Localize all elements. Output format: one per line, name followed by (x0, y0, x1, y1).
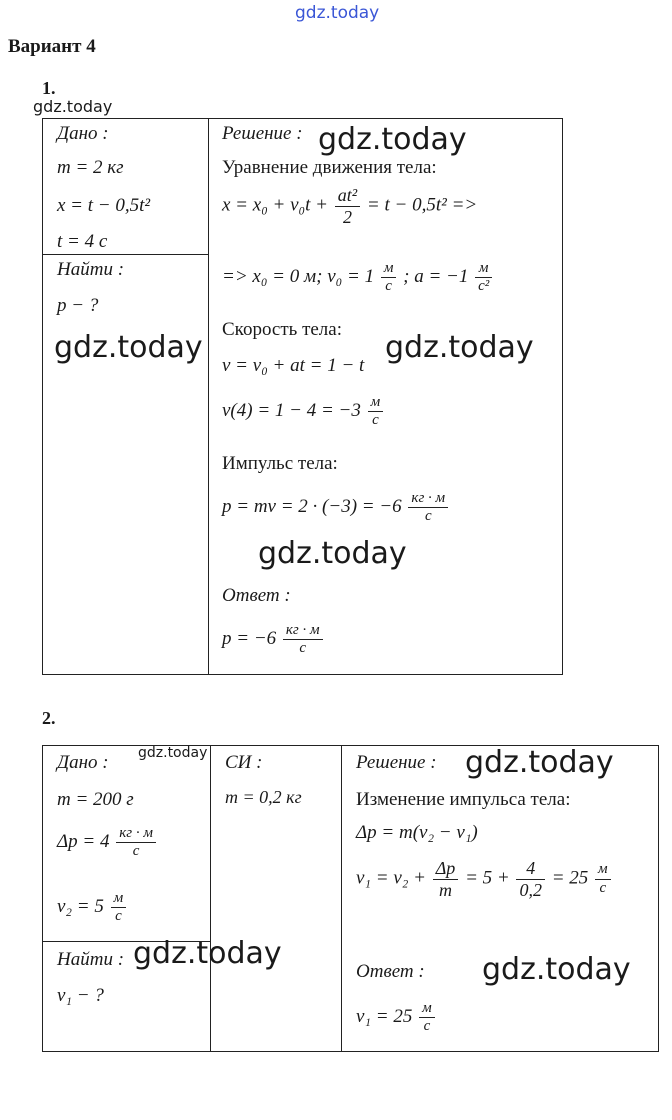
momentum-equation: Δp = m(v₂ − v₁) (356, 822, 478, 843)
problem-2-number: 2. (42, 708, 56, 728)
given-time: t = 4 с (57, 231, 108, 252)
watermark: gdz.today (138, 745, 208, 761)
si-label: СИ : (225, 752, 263, 773)
motion-equation: x = x₀ + v₀t + $\frac{\text{at²}}{2}$ = t − 0,5t² => (222, 185, 478, 227)
solution-label: Решение : (356, 752, 437, 773)
given-equation: x = t − 0,5t² (57, 195, 151, 216)
given-final-velocity: v₂ = 5 $\frac{м}{с}$ (57, 890, 128, 926)
watermark: gdz.today (133, 936, 282, 971)
speed-value: v(4) = 1 − 4 = −3 $\frac{м}{с}$ (222, 394, 385, 430)
given-momentum-change: Δp = 4 $\frac{кг \cdot м}{с}$ (57, 825, 158, 861)
si-value: m = 0,2 кг (225, 787, 302, 807)
watermark: gdz.today (258, 536, 407, 571)
speed-title: Скорость тела: (222, 319, 342, 340)
given-label: Дано : (57, 752, 109, 773)
impulse-equation: p = mv = 2 · (−3) = −6 $\frac{кг \cdot м}{с}$ (222, 490, 450, 526)
watermark: gdz.today (295, 3, 380, 23)
watermark: gdz.today (465, 745, 614, 780)
velocity-equation: v₁ = v₂ + $\frac{\Delta p}{m}$ = 5 + $\frac{4}{0,2}$ = 25 $\frac{м}{с}$ (356, 858, 613, 900)
watermark: gdz.today (482, 952, 631, 987)
motion-title: Уравнение движения тела: (222, 157, 437, 178)
answer-label: Ответ : (222, 585, 291, 606)
problem-1-number: 1. (42, 78, 56, 98)
solution-label: Решение : (222, 123, 303, 144)
answer-label: Ответ : (356, 961, 425, 982)
find-value: p − ? (57, 295, 99, 316)
page-title: Вариант 4 (8, 36, 96, 57)
watermark: gdz.today (385, 330, 534, 365)
find-value: v₁ − ? (57, 985, 104, 1006)
change-title: Изменение импульса тела: (356, 789, 571, 810)
watermark: gdz.today (54, 330, 203, 365)
given-mass: m = 2 кг (57, 157, 124, 178)
given-label: Дано : (57, 123, 109, 144)
answer-value: v₁ = 25 $\frac{м}{с}$ (356, 1000, 437, 1036)
find-label: Найти : (57, 949, 125, 970)
speed-equation: v = v₀ + at = 1 − t (222, 355, 365, 376)
answer-value: p = −6 $\frac{кг \cdot м}{с}$ (222, 622, 325, 658)
impulse-title: Импульс тела: (222, 453, 338, 474)
watermark: gdz.today (318, 122, 467, 157)
watermark: gdz.today (33, 97, 113, 116)
find-label: Найти : (57, 259, 125, 280)
given-mass: m = 200 г (57, 789, 134, 810)
initial-values: => x₀ = 0 м; v₀ = 1 $\frac{м}{с}$ ; a = −1 $\frac{м}{\text{с²}}$ (222, 260, 494, 296)
